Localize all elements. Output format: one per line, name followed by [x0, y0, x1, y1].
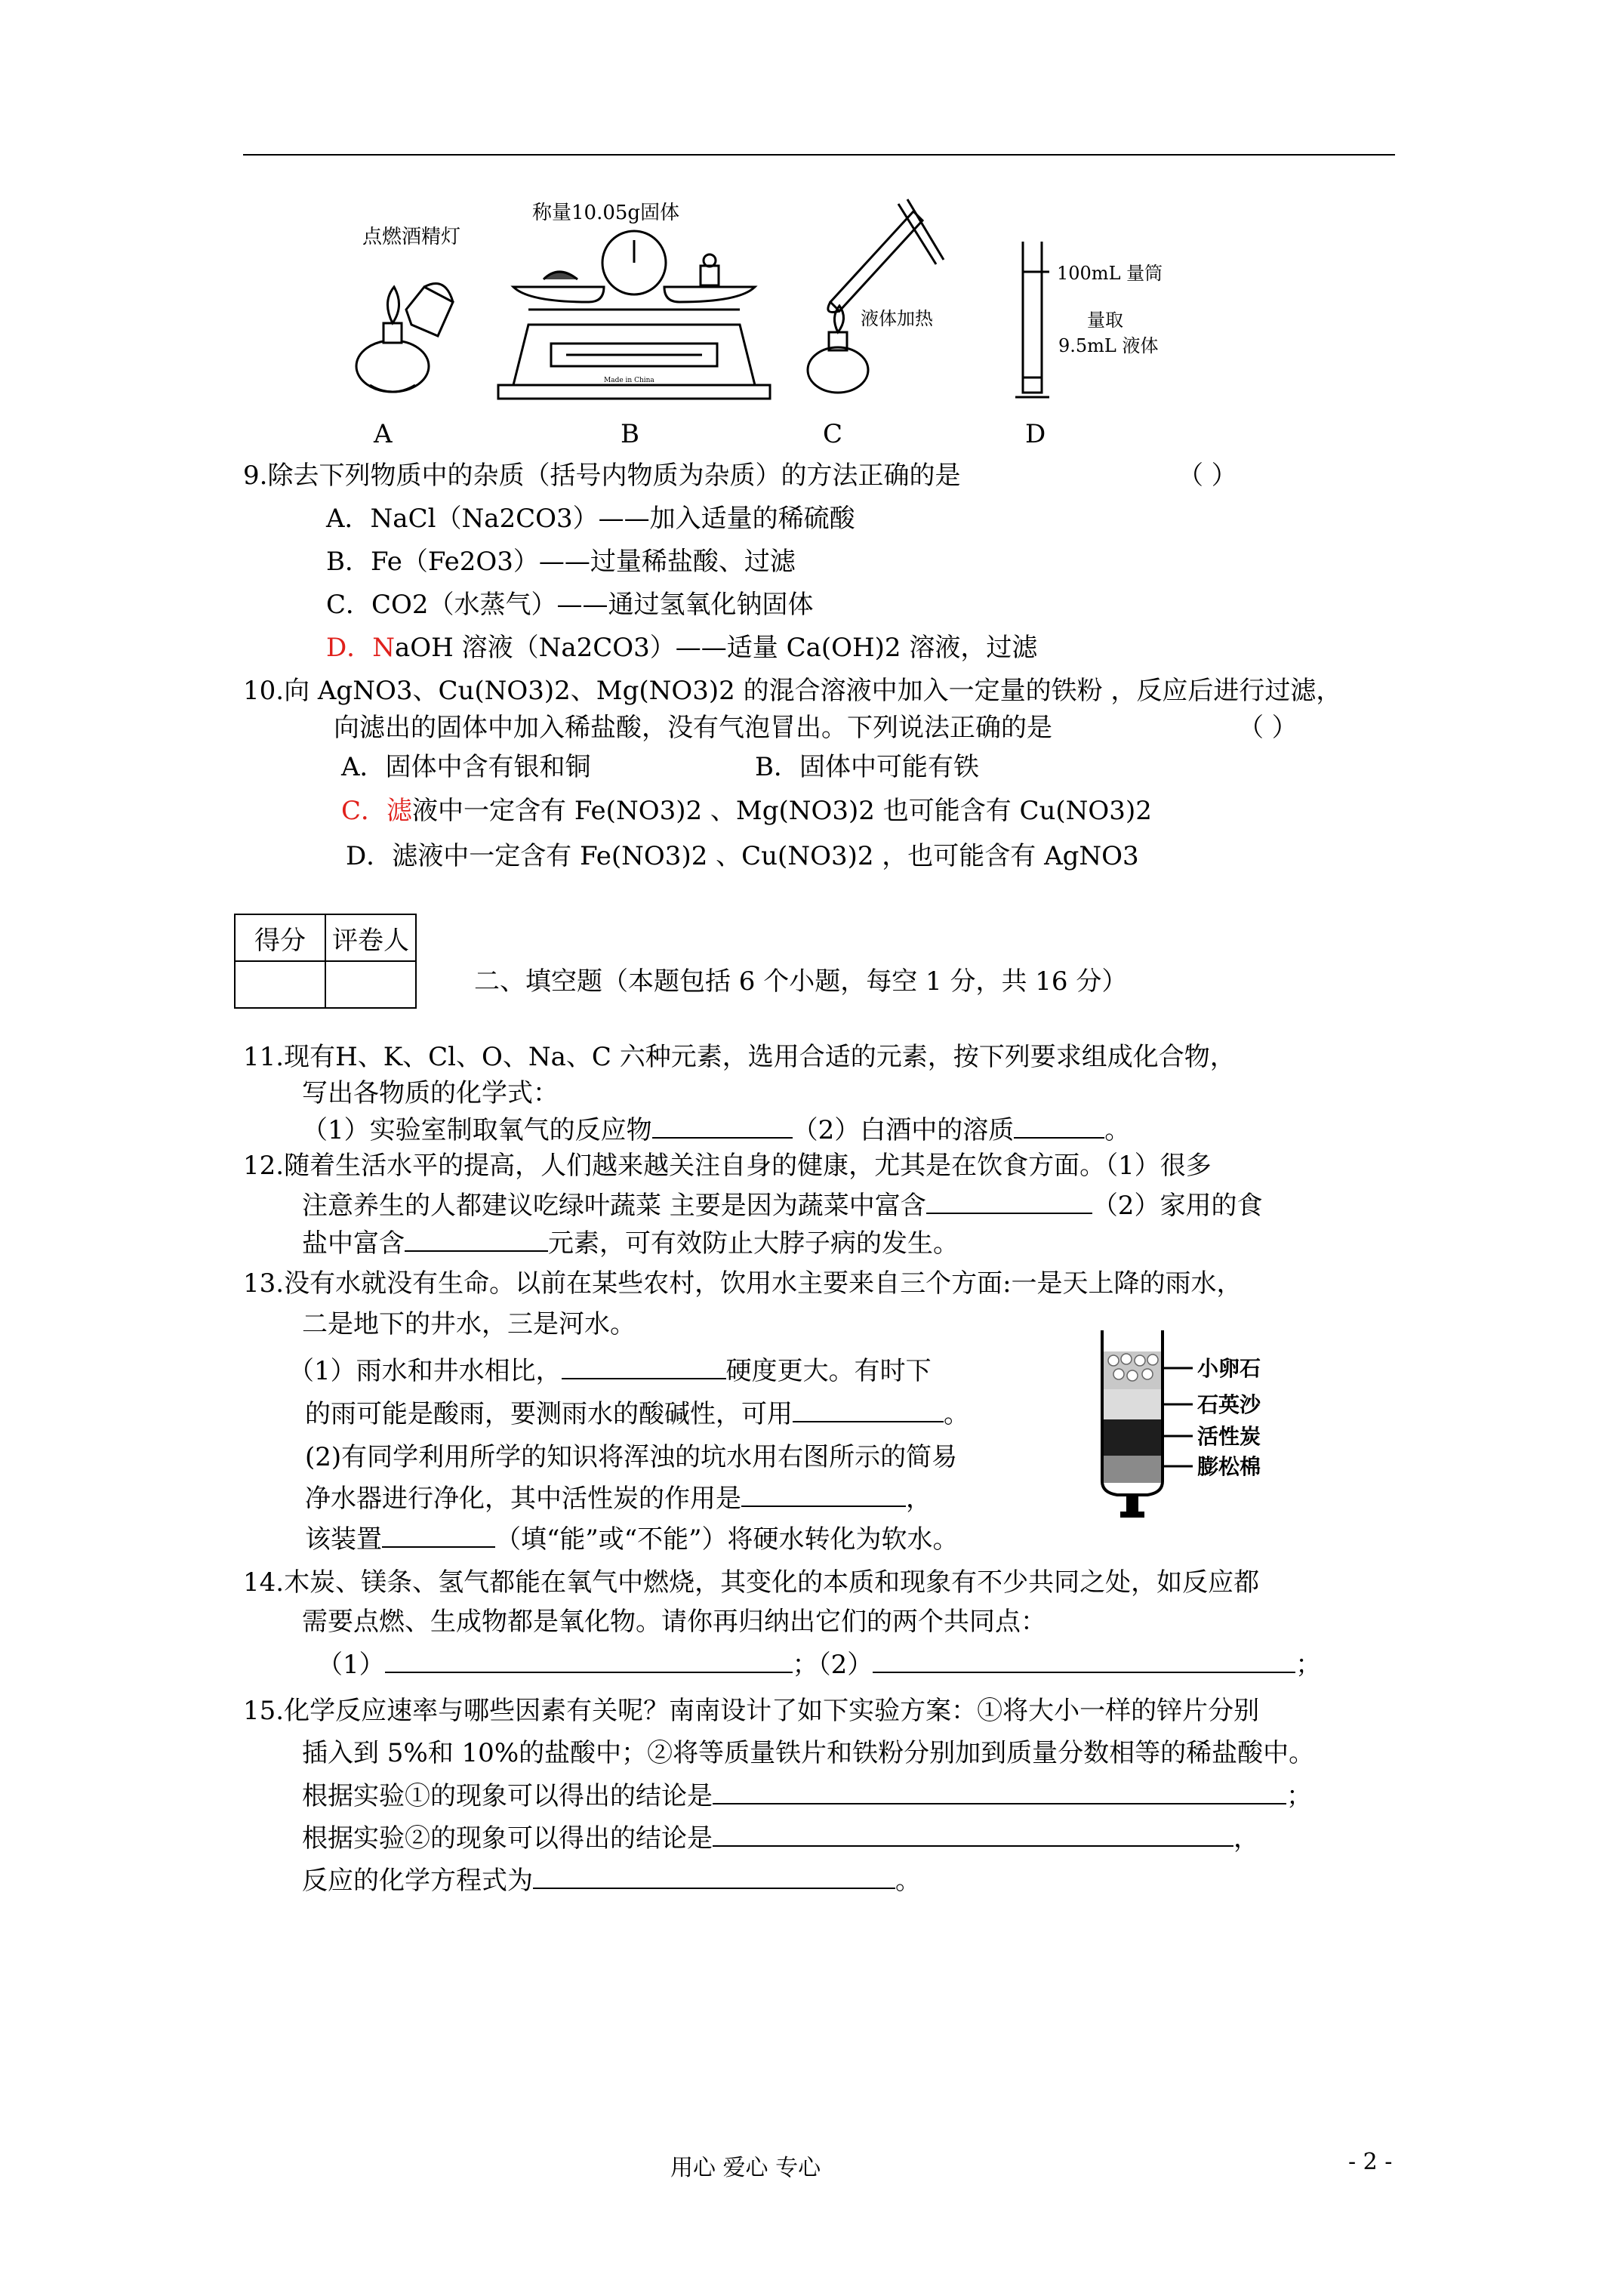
q14-line-2: 需要点燃、生成物都是氧化物。请你再归纳出它们的两个共同点： [302, 1607, 1046, 1637]
grader-cell[interactable] [325, 961, 416, 1008]
figure-b-made: Made in China [604, 377, 654, 384]
q9-stem: 9.除去下列物质中的杂质（括号内物质为杂质）的方法正确的是 [243, 461, 961, 491]
q14-part-1: （1） [317, 1650, 385, 1680]
q13-line-2: 二是地下的井水，三是河水。 [302, 1309, 636, 1339]
q9-answer-paren: （ ） [1178, 461, 1237, 491]
q15-line-1: 15.化学反应速率与哪些因素有关呢？南南设计了如下实验方案：①将大小一样的锌片分别 [243, 1696, 1260, 1726]
q13-line-7 [305, 1524, 959, 1555]
header-rule [243, 154, 1395, 156]
q9-option-d [326, 633, 1037, 663]
figure-c-caption: 液体加热 [861, 308, 933, 329]
q13-part-4: 。 [944, 1399, 969, 1429]
q12-line-2 [302, 1190, 1262, 1221]
q14-blank-1[interactable] [385, 1649, 793, 1673]
q14-part-2: ；（2） [792, 1650, 873, 1680]
q13-part-7: 该装置 [305, 1524, 382, 1555]
test-tube-heating-c-icon [808, 199, 944, 393]
q15-part-6: 。 [895, 1866, 921, 1896]
q14-line-1: 14.木炭、镁条、氢气都能在氧气中燃烧，其变化的本质和现象有不少共同之处，如反应都 [243, 1567, 1260, 1598]
figure-d-caption-3: 9.5mL 液体 [1058, 335, 1159, 356]
q11-part-1: （1）实验室制取氧气的反应物 [302, 1115, 652, 1145]
q13-line-6 [305, 1483, 932, 1514]
q13-blank-3[interactable] [741, 1483, 906, 1507]
q12-line-3 [302, 1228, 959, 1259]
q15-line-2: 插入到 5%和 10%的盐酸中；②将等质量铁片和铁粉分别加到质量分数相等的稀盐酸中。 [302, 1738, 1315, 1768]
q15-part-5: 反应的化学方程式为 [302, 1866, 533, 1896]
q9-option-b: B．Fe（Fe2O3）——过量稀盐酸、过滤 [326, 547, 796, 577]
q11-part-2: （2）白酒中的溶质 [792, 1115, 1015, 1145]
filter-label-carbon: 活性炭 [1197, 1424, 1261, 1449]
q9-option-a: A．NaCl（Na2CO3）——加入适量的稀硫酸 [326, 504, 855, 534]
filter-label-cotton: 膨松棉 [1197, 1454, 1261, 1479]
q10-option-d: D．滤液中一定含有 Fe(NO3)2 、Cu(NO3)2 ，也可能含有 AgNO3 [346, 841, 1139, 871]
q13-part-1: （1）雨水和井水相比， [288, 1356, 562, 1386]
filter-label-sand: 石英沙 [1197, 1392, 1261, 1417]
q12-blank-2[interactable] [405, 1228, 548, 1252]
q9-option-d-marked: D．N [326, 633, 396, 663]
q15-part-4: ， [1233, 1823, 1259, 1854]
q14-line-3 [317, 1649, 1321, 1680]
page-number: - 2 - [1348, 2149, 1393, 2175]
graduated-cylinder-d-icon [1015, 242, 1049, 397]
figure-d-caption-1: 100mL 量筒 [1057, 263, 1163, 284]
q10-option-c-text: 液中一定含有 Fe(NO3)2 、Mg(NO3)2 也可能含有 Cu(NO3)2 [412, 796, 1152, 826]
q13-line-3 [288, 1355, 932, 1386]
q12-blank-1[interactable] [926, 1190, 1092, 1214]
q10-option-b: B．固体中可能有铁 [755, 752, 979, 782]
q13-line-5: (2)有同学利用所学的知识将浑浊的坑水用右图所示的简易 [305, 1442, 958, 1472]
q15-blank-3[interactable] [533, 1865, 895, 1889]
q13-part-8: （填“能”或“不能”）将硬水转化为软水。 [495, 1524, 959, 1555]
alcohol-lamp-a-icon [356, 284, 453, 393]
figure-b-caption: 称量10.05g固体 [532, 202, 680, 224]
score-cell[interactable] [235, 961, 325, 1008]
figure-option-c: C [823, 419, 843, 449]
q10-option-c-marked: C．滤 [341, 796, 413, 826]
water-filter-icon [1102, 1330, 1193, 1518]
q15-blank-1[interactable] [713, 1780, 1286, 1804]
figure-d-caption-2: 量取 [1087, 310, 1123, 331]
score-table-header-score: 得分 [235, 914, 325, 961]
q12-line-1: 12.随着生活水平的提高，人们越来越关注自身的健康，尤其是在饮食方面。（1）很多 [243, 1151, 1212, 1181]
section-2-title: 二、填空题（本题包括 6 个小题，每空 1 分，共 16 分） [474, 966, 1128, 997]
balance-b-icon [498, 231, 770, 399]
q10-stem-line-2: 向滤出的固体中加入稀盐酸，没有气泡冒出。下列说法正确的是 [334, 713, 1052, 743]
q15-part-1: 根据实验①的现象可以得出的结论是 [302, 1781, 713, 1811]
q15-part-2: ； [1286, 1781, 1312, 1811]
q15-line-4 [302, 1823, 1259, 1854]
q13-part-2: 硬度更大。有时下 [725, 1356, 932, 1386]
q11-line-1: 11.现有H、K、Cl、O、Na、C 六种元素，选用合适的元素，按下列要求组成化合物， [243, 1042, 1236, 1072]
q13-part-5: 净水器进行净化，其中活性炭的作用是 [305, 1484, 741, 1514]
q11-end: 。 [1104, 1115, 1131, 1145]
q9-option-d-text: aOH 溶液（Na2CO3）——适量 Ca(OH)2 溶液，过滤 [395, 633, 1038, 663]
footer-motto: 用心 爱心 专心 [670, 2155, 821, 2181]
q10-stem-line-1: 10.向 AgNO3、Cu(NO3)2、Mg(NO3)2 的混合溶液中加入一定量的铁粉 ，反应后进行过滤， [243, 676, 1342, 706]
q15-line-5 [302, 1865, 921, 1896]
q11-blank-2[interactable] [1014, 1114, 1104, 1139]
q13-line-4 [305, 1398, 969, 1429]
figure-option-b: B [621, 419, 639, 449]
q13-blank-4[interactable] [382, 1524, 495, 1548]
q11-line-3 [302, 1114, 1130, 1145]
q11-line-2: 写出各物质的化学式： [302, 1078, 559, 1108]
q15-line-3 [302, 1780, 1312, 1811]
figure-option-a: A [374, 419, 393, 449]
q12-part-4: 元素，可有效防止大脖子病的发生。 [548, 1228, 959, 1259]
q10-option-c [341, 796, 1152, 826]
score-table [234, 914, 417, 1009]
q12-part-3: 盐中富含 [302, 1228, 405, 1259]
q13-blank-2[interactable] [793, 1398, 944, 1422]
q13-part-3: 的雨可能是酸雨，要测雨水的酸碱性，可用 [305, 1399, 793, 1429]
q13-line-1: 13.没有水就没有生命。以前在某些农村，饮用水主要来自三个方面:一是天上降的雨水， [243, 1268, 1243, 1299]
filter-label-pebbles: 小卵石 [1197, 1356, 1261, 1381]
q14-blank-2[interactable] [873, 1649, 1295, 1673]
figure-option-d: D [1025, 419, 1046, 449]
q12-part-1: 注意养生的人都建议吃绿叶蔬菜 主要是因为蔬菜中富含 [302, 1191, 926, 1221]
q15-part-3: 根据实验②的现象可以得出的结论是 [302, 1823, 713, 1854]
q10-answer-paren: （ ） [1238, 713, 1298, 743]
q14-end: ； [1295, 1650, 1322, 1680]
figure-a-caption: 点燃酒精灯 [362, 226, 461, 248]
q9-option-c: C．CO2（水蒸气）——通过氢氧化钠固体 [326, 590, 814, 620]
q13-blank-1[interactable] [562, 1355, 726, 1379]
q15-blank-2[interactable] [713, 1823, 1233, 1847]
apparatus-figure [340, 196, 1185, 408]
q12-part-2: （2）家用的食 [1092, 1191, 1263, 1221]
q10-option-a: A．固体中含有银和铜 [341, 752, 591, 782]
q11-blank-1[interactable] [652, 1114, 793, 1139]
water-filter-figure [1087, 1330, 1298, 1527]
score-table-header-grader: 评卷人 [325, 914, 416, 961]
q13-part-6: ， [906, 1484, 932, 1514]
